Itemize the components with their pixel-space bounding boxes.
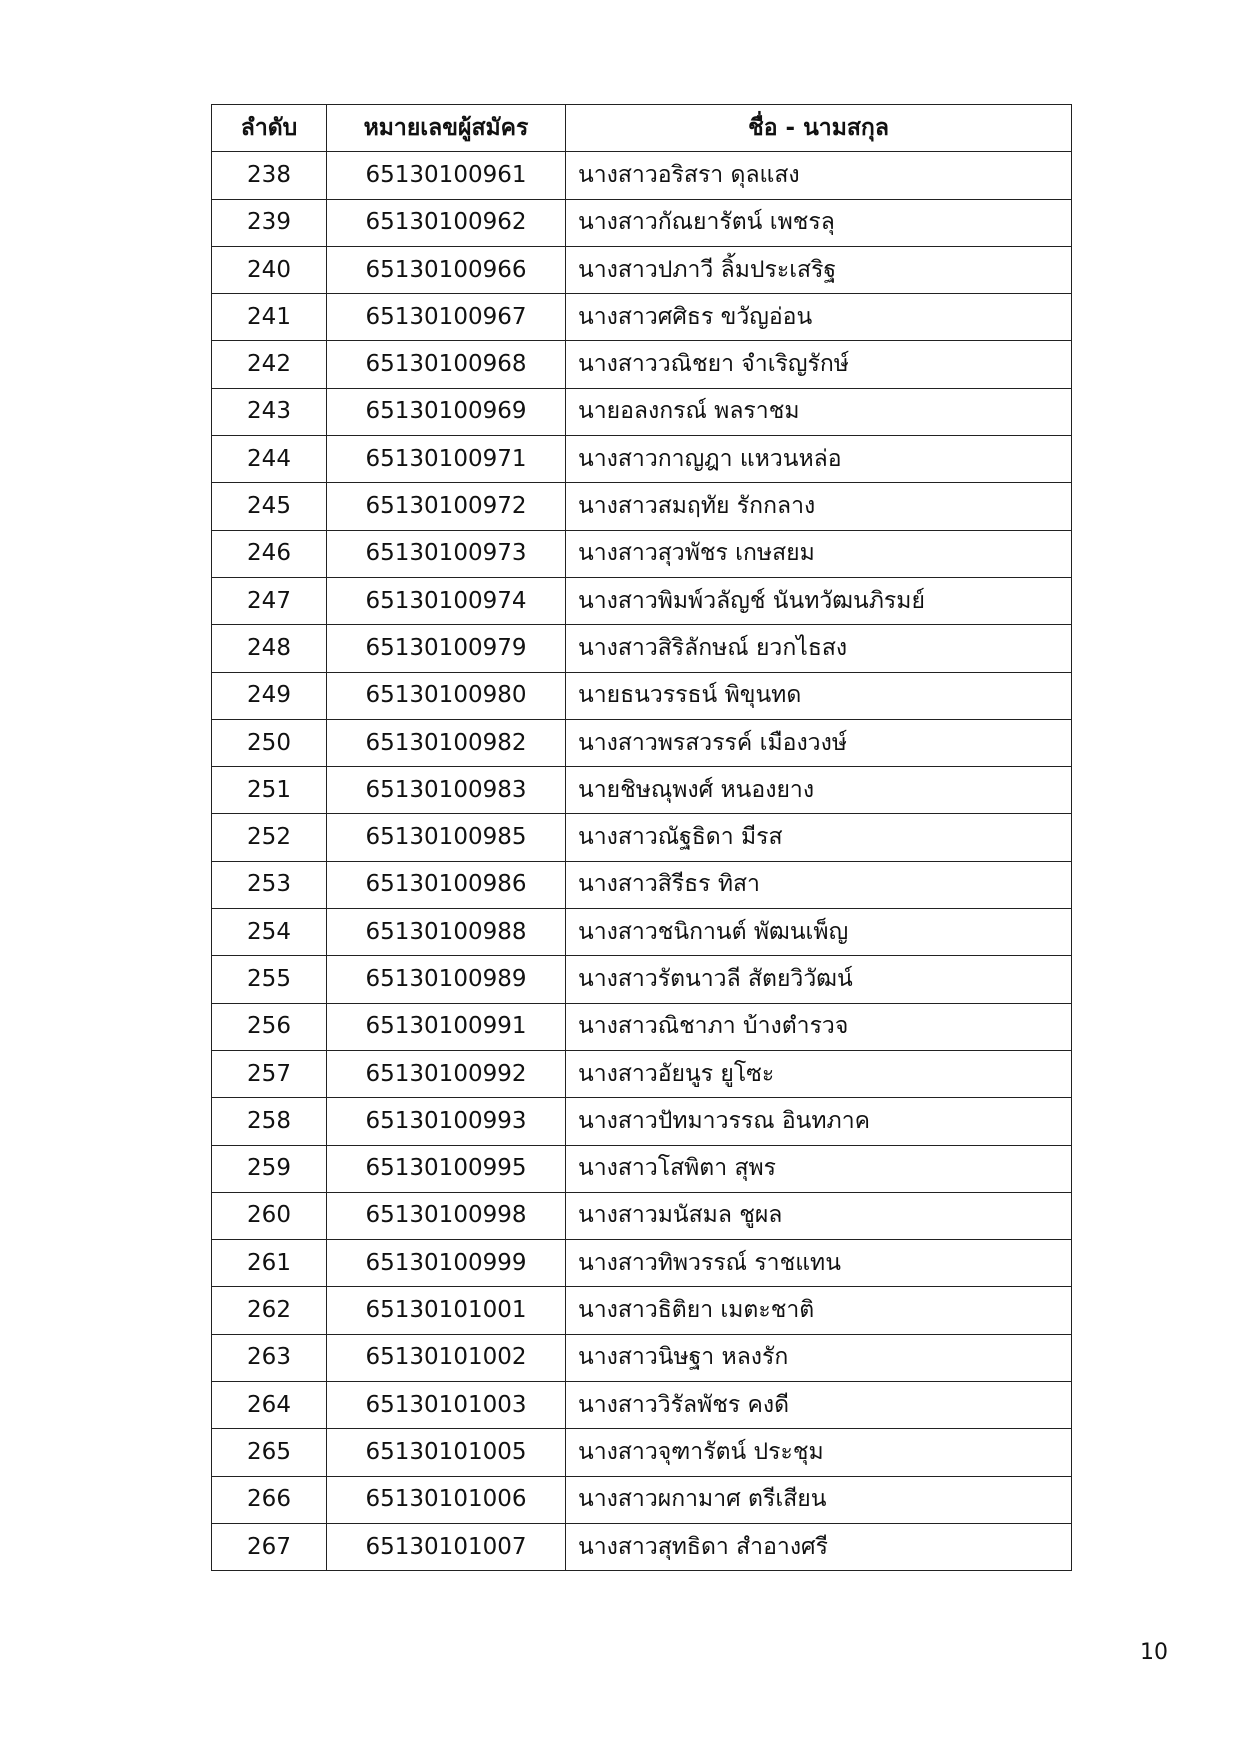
row-number: 241 — [212, 294, 327, 341]
applicant-id: 65130100979 — [327, 625, 566, 672]
applicant-name: นางสาวอริสรา ดุลแสง — [566, 152, 1072, 199]
applicant-id: 65130100973 — [327, 530, 566, 577]
header-full-name: ชื่อ - นามสกุล — [566, 105, 1072, 152]
table-row — [212, 294, 1072, 341]
applicant-name: นางสาววิรัลพัชร คงดี — [566, 1382, 1072, 1429]
applicant-name: นางสาวทิพวรรณ์ ราชแทน — [566, 1240, 1072, 1287]
row-number: 246 — [212, 530, 327, 577]
row-number: 264 — [212, 1382, 327, 1429]
row-number: 243 — [212, 388, 327, 435]
applicant-id: 65130100982 — [327, 719, 566, 766]
applicant-name: นางสาวสมฤทัย รักกลาง — [566, 483, 1072, 530]
applicant-id: 65130100995 — [327, 1145, 566, 1192]
applicant-id: 65130101003 — [327, 1382, 566, 1429]
applicant-id: 65130100993 — [327, 1098, 566, 1145]
row-number: 247 — [212, 577, 327, 624]
page-number: 10 — [1140, 1640, 1168, 1665]
applicant-id: 65130100980 — [327, 672, 566, 719]
row-number: 258 — [212, 1098, 327, 1145]
row-number: 260 — [212, 1192, 327, 1239]
table-row — [212, 436, 1072, 483]
table-row — [212, 956, 1072, 1003]
applicant-name: นางสาวกัณยารัตน์ เพชรลุ — [566, 199, 1072, 246]
applicant-name: นางสาววณิชยา จำเริญรักษ์ — [566, 341, 1072, 388]
row-number: 262 — [212, 1287, 327, 1334]
applicant-id: 65130100968 — [327, 341, 566, 388]
applicant-name: นางสาวศศิธร ขวัญอ่อน — [566, 294, 1072, 341]
applicant-name: นางสาวสิรีธร ทิสา — [566, 861, 1072, 908]
applicant-name: นางสาวรัตนาวลี สัตยวิวัฒน์ — [566, 956, 1072, 1003]
table-row — [212, 530, 1072, 577]
table-row — [212, 1145, 1072, 1192]
row-number: 240 — [212, 246, 327, 293]
table-row — [212, 719, 1072, 766]
applicant-name: นางสาวผกามาศ ตรีเสียน — [566, 1476, 1072, 1523]
table-row — [212, 1476, 1072, 1523]
applicant-id: 65130100967 — [327, 294, 566, 341]
applicant-table — [211, 104, 1072, 1571]
table-row — [212, 1523, 1072, 1570]
applicant-name: นางสาวธิติยา เมตะชาติ — [566, 1287, 1072, 1334]
applicant-name: นางสาวชนิกานต์ พัฒนเพ็ญ — [566, 909, 1072, 956]
applicant-name: นางสาวอัยนูร ยูโซะ — [566, 1050, 1072, 1097]
applicant-id: 65130101006 — [327, 1476, 566, 1523]
table-row — [212, 814, 1072, 861]
row-number: 259 — [212, 1145, 327, 1192]
applicant-id: 65130100969 — [327, 388, 566, 435]
applicant-name: นางสาวโสพิตา สุพร — [566, 1145, 1072, 1192]
row-number: 238 — [212, 152, 327, 199]
table-row — [212, 861, 1072, 908]
table-row — [212, 1287, 1072, 1334]
applicant-name: นางสาวณัฐธิดา มีรส — [566, 814, 1072, 861]
applicant-id: 65130100974 — [327, 577, 566, 624]
applicant-name: นางสาวมนัสมล ชูผล — [566, 1192, 1072, 1239]
applicant-name: นางสาวปัทมาวรรณ อินทภาค — [566, 1098, 1072, 1145]
row-number: 249 — [212, 672, 327, 719]
applicant-id: 65130100972 — [327, 483, 566, 530]
table-row — [212, 577, 1072, 624]
table-row — [212, 341, 1072, 388]
applicant-name: นายชิษณุพงศ์ หนองยาง — [566, 767, 1072, 814]
table-body — [212, 152, 1072, 1571]
row-number: 250 — [212, 719, 327, 766]
table-row — [212, 388, 1072, 435]
row-number: 254 — [212, 909, 327, 956]
applicant-id: 65130100999 — [327, 1240, 566, 1287]
table-row — [212, 152, 1072, 199]
table-row — [212, 1240, 1072, 1287]
row-number: 266 — [212, 1476, 327, 1523]
row-number: 251 — [212, 767, 327, 814]
row-number: 265 — [212, 1429, 327, 1476]
table-row — [212, 672, 1072, 719]
applicant-name: นายอลงกรณ์ พลราชม — [566, 388, 1072, 435]
table-header-row — [212, 105, 1072, 152]
table-row — [212, 1003, 1072, 1050]
table-row — [212, 1429, 1072, 1476]
applicant-id: 65130100961 — [327, 152, 566, 199]
applicant-id: 65130101007 — [327, 1523, 566, 1570]
table-row — [212, 1050, 1072, 1097]
table-row — [212, 199, 1072, 246]
row-number: 256 — [212, 1003, 327, 1050]
table-row — [212, 625, 1072, 672]
header-applicant-id: หมายเลขผู้สมัคร — [327, 105, 566, 152]
applicant-name: นางสาวสุวพัชร เกษสยม — [566, 530, 1072, 577]
applicant-name: นางสาวปภาวี ลิ้มประเสริฐ — [566, 246, 1072, 293]
table-row — [212, 909, 1072, 956]
applicant-id: 65130101001 — [327, 1287, 566, 1334]
table-row — [212, 1192, 1072, 1239]
applicant-name: นางสาวณิชาภา บ้างตำรวจ — [566, 1003, 1072, 1050]
row-number: 253 — [212, 861, 327, 908]
row-number: 261 — [212, 1240, 327, 1287]
row-number: 248 — [212, 625, 327, 672]
applicant-id: 65130100991 — [327, 1003, 566, 1050]
table-row — [212, 1382, 1072, 1429]
table-row — [212, 1334, 1072, 1381]
applicant-name: นายธนวรรธน์ พิขุนทด — [566, 672, 1072, 719]
applicant-id: 65130100998 — [327, 1192, 566, 1239]
row-number: 263 — [212, 1334, 327, 1381]
applicant-name: นางสาวพรสวรรค์ เมืองวงษ์ — [566, 719, 1072, 766]
applicant-name: นางสาวพิมพ์วลัญช์ นันทวัฒนภิรมย์ — [566, 577, 1072, 624]
row-number: 245 — [212, 483, 327, 530]
table-row — [212, 1098, 1072, 1145]
row-number: 255 — [212, 956, 327, 1003]
applicant-name: นางสาวสุทธิดา สำอางศรี — [566, 1523, 1072, 1570]
applicant-name: นางสาวนิษฐา หลงรัก — [566, 1334, 1072, 1381]
row-number: 239 — [212, 199, 327, 246]
applicant-id: 65130100971 — [327, 436, 566, 483]
applicant-id: 65130100986 — [327, 861, 566, 908]
row-number: 267 — [212, 1523, 327, 1570]
applicant-id: 65130100988 — [327, 909, 566, 956]
applicant-id: 65130101005 — [327, 1429, 566, 1476]
row-number: 244 — [212, 436, 327, 483]
applicant-id: 65130100985 — [327, 814, 566, 861]
applicant-id: 65130100989 — [327, 956, 566, 1003]
row-number: 242 — [212, 341, 327, 388]
table-row — [212, 767, 1072, 814]
table-row — [212, 246, 1072, 293]
applicant-name: นางสาวจุฑารัตน์ ประชุม — [566, 1429, 1072, 1476]
header-order: ลำดับ — [212, 105, 327, 152]
applicant-id: 65130100962 — [327, 199, 566, 246]
applicant-id: 65130100992 — [327, 1050, 566, 1097]
row-number: 257 — [212, 1050, 327, 1097]
applicant-id: 65130100966 — [327, 246, 566, 293]
applicant-id: 65130101002 — [327, 1334, 566, 1381]
applicant-name: นางสาวสิริลักษณ์ ยวกไธสง — [566, 625, 1072, 672]
row-number: 252 — [212, 814, 327, 861]
applicant-id: 65130100983 — [327, 767, 566, 814]
table-row — [212, 483, 1072, 530]
applicant-name: นางสาวกาญฎา แหวนหล่อ — [566, 436, 1072, 483]
